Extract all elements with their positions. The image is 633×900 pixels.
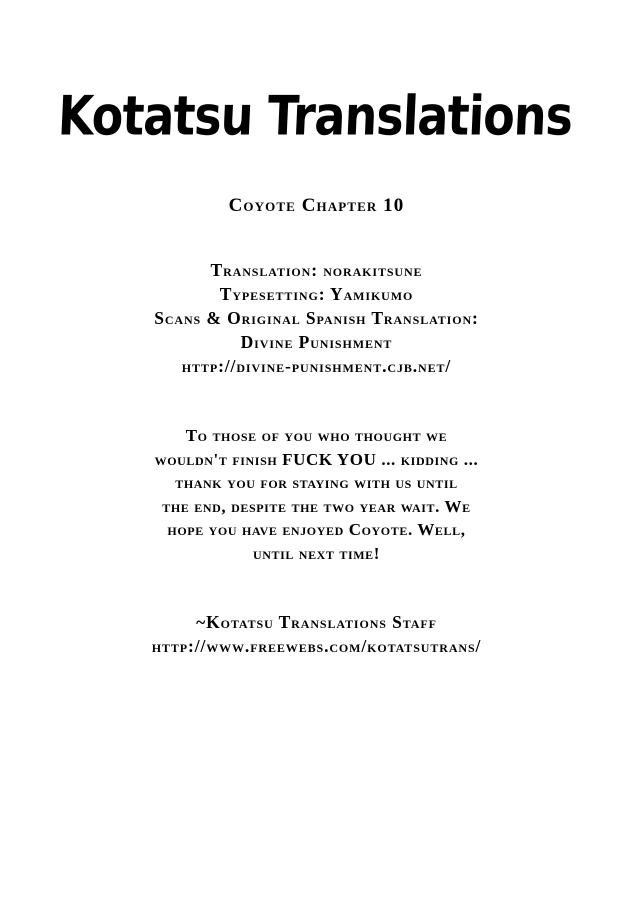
message-line: thank you for staying with us until	[175, 473, 458, 492]
message-line: until next time!	[252, 543, 381, 563]
credit-line: Divine Punishment	[240, 332, 393, 352]
thank-you-message	[0, 424, 633, 565]
credit-url[interactable]: http://divine-punishment.cjb.net/	[181, 356, 452, 376]
signature-url[interactable]: http://www.freewebs.com/kotatsutrans/	[151, 636, 482, 656]
chapter-title: Coyote Chapter 10	[228, 195, 405, 216]
credits-block	[0, 258, 633, 378]
group-logo: Kotatsu Translations	[56, 84, 574, 148]
message-line: the end, despite the two year wait. We	[162, 496, 471, 516]
credit-line: Typesetting: Yamikumo	[219, 284, 414, 304]
message-line: wouldn't finish FUCK YOU ... kidding ...	[154, 449, 479, 469]
message-line: To those of you who thought we	[185, 426, 448, 445]
signature-block	[0, 610, 633, 658]
message-line: hope you have enjoyed Coyote. Well,	[167, 520, 466, 539]
credit-line: Translation: norakitsune	[210, 260, 423, 280]
credit-line: Scans & Original Spanish Translation:	[154, 308, 479, 328]
signature-name: ~Kotatsu Translations Staff	[196, 612, 437, 632]
